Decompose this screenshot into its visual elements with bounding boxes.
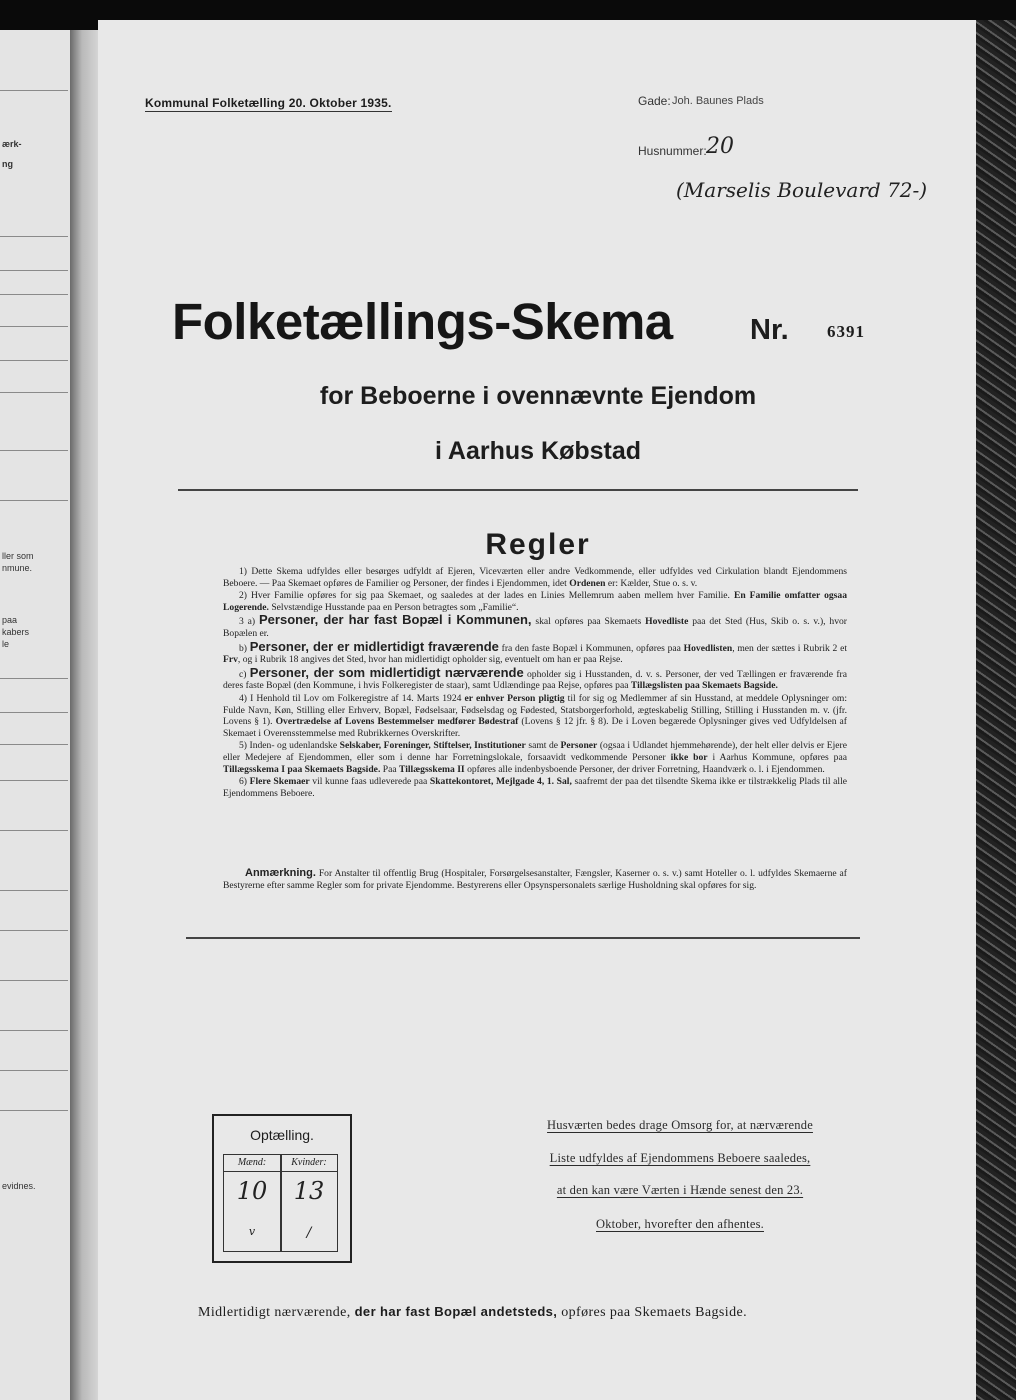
notice-line-1: Husværten bedes drage Omsorg for, at nærværende — [547, 1118, 813, 1132]
left-rule — [0, 236, 68, 237]
divider-bottom — [186, 937, 860, 939]
gade-label: Gade: — [638, 94, 671, 108]
remark-paragraph — [223, 868, 847, 891]
notice-line-4: Oktober, hvorefter den afhentes. — [596, 1217, 764, 1231]
rule-3b: b) Personer, der er midlertidigt fraværende fra den faste Bopæl i Kommunen, opføres paa Hovedlisten, men der sættes i Rubrik 2 et Frv, og i Rubrik 18 angives det Sted, hvor han midlertidigt opholder sig, eventuelt om han er paa Rejse. — [223, 638, 848, 666]
left-rule — [0, 930, 68, 931]
count-box-title: Optælling. — [250, 1127, 314, 1143]
left-rule — [0, 744, 68, 745]
rule-2: 2) Hver Familie opføres for sig paa Skemaet, og saaledes at der lades en Linies Mellemrum aaben mellem hver Familie. En Familie omfatter ogsaa Logerende. Selvstændige Husstande paa en Person betragtes som „Familie“. — [223, 590, 847, 613]
left-rule — [0, 90, 68, 91]
rule-6: 6) Flere Skemaer vil kunne faas udleverede paa Skattekontoret, Mejlgade 4, 1. Sal, saafremt der paa det tilsendte Skema ikke er tilstrækkelig Plads til alle Ejendommens Beboere. — [223, 776, 848, 799]
book-gutter — [70, 30, 100, 1400]
left-rule — [0, 294, 68, 295]
left-page-remnant — [0, 30, 70, 1400]
left-rule — [0, 270, 68, 271]
women-count: 13 — [293, 1177, 325, 1205]
census-title-line: Kommunal Folketælling 20. Oktober 1935. — [145, 96, 392, 110]
left-fragment: nmune. — [2, 563, 33, 573]
left-rule — [0, 830, 68, 831]
left-rule — [0, 1030, 68, 1031]
count-header-line — [224, 1171, 337, 1172]
women-label: Kvinder: — [291, 1157, 327, 1168]
rule-1: 1) Dette Skema udfyldes eller besørges udfyldt af Ejeren, Viceværten eller andre Vedkommende, eller udfyldes ved Cirkulation blandt Ejendommens Beboere. — Paa Skemaet opføres de Familier og Personer, der findes i Ejendommen, idet Ordenen er: Kælder, Stue o. s. v. — [223, 566, 847, 589]
marbled-cover-edge — [976, 20, 1016, 1400]
form-subtitle-city: i Aarhus Købstad — [434, 437, 642, 465]
left-rule — [0, 1070, 68, 1071]
left-fragment: le — [2, 639, 10, 649]
notice-line-3: at den kan være Værten i Hænde senest den 23. — [556, 1183, 804, 1197]
left-rule — [0, 450, 68, 451]
notice-line-2: Liste udfyldes af Ejendommens Beboere saaledes, — [549, 1151, 811, 1165]
men-label: Mænd: — [237, 1157, 267, 1168]
footer-note: Midlertidigt nærværende, der har fast Bopæl andetsteds, opføres paa Skemaets Bagside. — [198, 1304, 747, 1320]
left-fragment: ller som — [2, 551, 34, 561]
left-rule — [0, 980, 68, 981]
count-box — [212, 1114, 352, 1263]
left-fragment: paa — [2, 615, 18, 625]
divider-top — [178, 489, 858, 491]
form-number-label: Nr. — [750, 314, 789, 346]
form-subtitle: for Beboerne i ovennævnte Ejendom — [319, 382, 757, 410]
remark-label: Anmærkning. — [245, 867, 316, 879]
form-number-value: 6391 — [827, 322, 865, 341]
men-count: 10 — [236, 1177, 268, 1205]
left-rule — [0, 1110, 68, 1111]
rule-3a: 3 a) Personer, der har fast Bopæl i Kommunen, skal opføres paa Skemaets Hovedliste paa det Sted (Hus, Skib o. s. v.), hvor Bopælen er. — [223, 612, 847, 639]
left-rule — [0, 326, 68, 327]
left-rule — [0, 500, 68, 501]
left-fragment: evidnes. — [2, 1181, 36, 1191]
gade-value: Joh. Baunes Plads — [672, 95, 764, 107]
left-rule — [0, 678, 68, 679]
rule-4: 4) I Henhold til Lov om Folkeregistre af 14. Marts 1924 er enhver Person pligtig til for sig og Medlemmer af sin Husstand, at meddele Oplysninger om: Fulde Navn, Køn, Stilling eller Erhverv, Bopæl, Fødselsaar, Fødselsdag og Fødested, Statsborgerforhold, ægteskabelig Stilling, Stilling i Husstanden m. v. (jfr. Lovens § 1). Overtrædelse af Lovens Bestemmelser medfører Bødestraf (Lovens § 12 jfr. § 8). De i Loven begærede Oplysninger gives ved Udfyldelsen af Skemaet i Overensstemmelse med Rubrikkernes Overskrifter. — [223, 692, 847, 739]
remark-text: For Anstalter til offentlig Brug (Hospitaler, Forsørgelsesanstalter, Fængsler, Kaserner o. s. v.) samt Hoteller o. l. udfyldes Skemaerne af Bestyrerne efter samme Regler som for private Ejendomme. Bestyrerens eller Opsynspersonalets særlige Husholdning skal opføres for sig. — [223, 868, 847, 891]
left-rule — [0, 780, 68, 781]
husnummer-value: 20 — [706, 134, 734, 159]
left-fragment: ng — [2, 159, 13, 169]
left-fragment: kabers — [2, 627, 30, 637]
census-form-page — [98, 20, 978, 1400]
left-rule — [0, 392, 68, 393]
form-title: Folketællings-Skema — [172, 293, 673, 350]
left-rule — [0, 890, 68, 891]
husnummer-label: Husnummer: — [638, 144, 707, 158]
men-check-mark: v — [248, 1225, 256, 1238]
rules-text — [223, 566, 847, 800]
women-check-mark: / — [306, 1225, 312, 1241]
count-table — [223, 1154, 338, 1252]
rule-3c: c) Personer, der som midlertidigt nærværende opholder sig i Husstanden, d. v. s. Personer, der ved Tællingen er fraværende fra deres faste Bopæl (den Kommune, i hvis Folkeregister de staar), samt Udlændinge paa Rejse, opføres paa Tillægslisten paa Skemaets Bagside. — [223, 664, 847, 692]
rule-5: 5) Inden- og udenlandske Selskaber, Foreninger, Stiftelser, Institutioner samt de Personer (ogsaa i Udlandet hjemmehørende), der helt eller delvis er Ejere eller Medejere af Ejendommen, eller som i denne har Forretningslokale, forsaavidt vedkommende Personer ikke bor i Aarhus Kommune, opføres paa Tillægsskema I paa Skemaets Bagside. Paa Tillægsskema II opføres alle indenbysboende Personer, der driver Forretning, Haandværk o. l. i Ejendommen. — [223, 740, 847, 775]
left-rule — [0, 360, 68, 361]
rules-heading: Regler — [485, 528, 591, 561]
left-fragment: ærk- — [2, 139, 22, 149]
left-rule — [0, 712, 68, 713]
handwritten-address-note: (Marselis Boulevard 72-) — [676, 178, 928, 202]
